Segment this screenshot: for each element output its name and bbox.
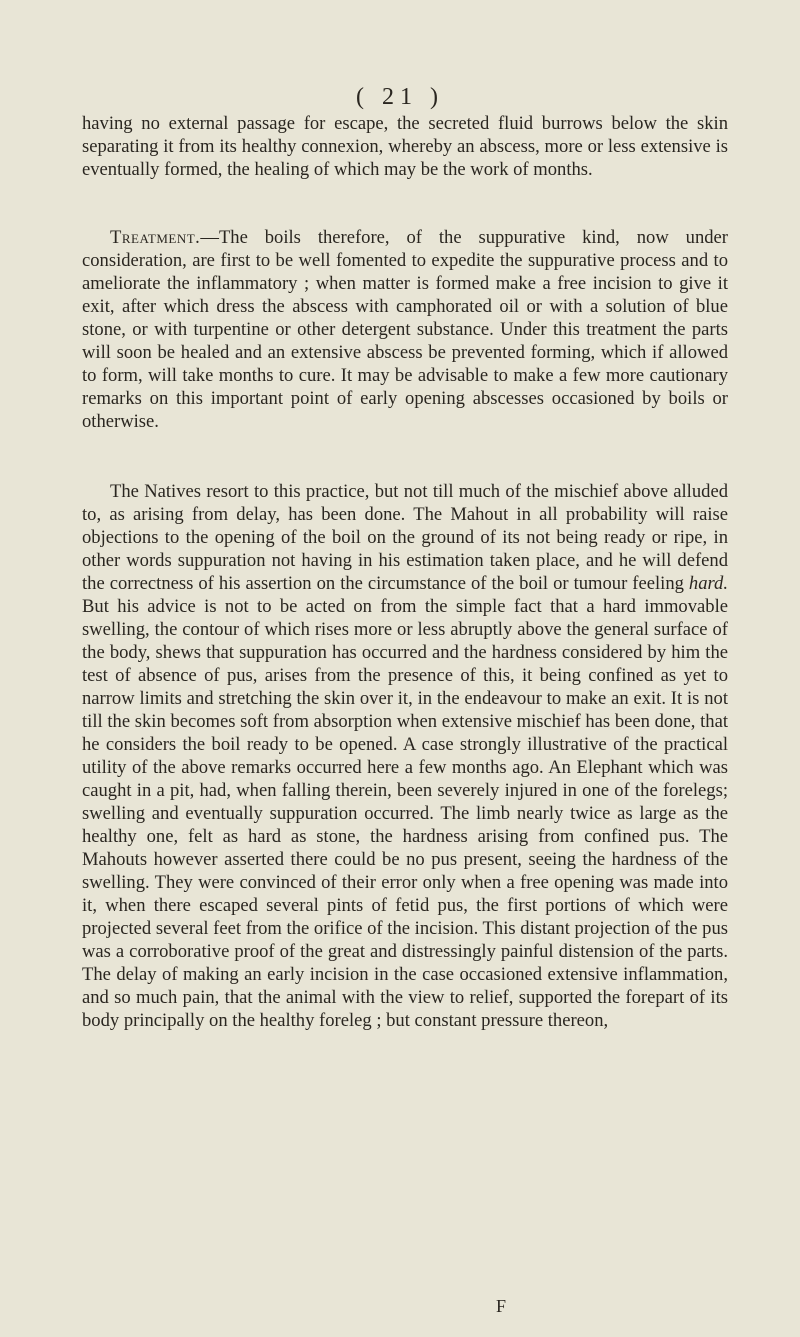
section-heading-treatment: Treatment.	[110, 227, 201, 248]
italic-emphasis: hard.	[688, 573, 728, 594]
paragraph-continuation	[82, 112, 728, 181]
paragraph-body-start: The Natives resort to this practice, but not till much of the mischief above alluded to, as arising from delay, has been done. The Mahout in all probability will raise objections to the opening of the boil on the ground of its not being ready or ripe, in other words suppuration not having in his estimation taken place, and he will defend the correctness of his assertion on the circumstance of the boil or tumour feeling	[82, 481, 728, 594]
paragraph-body-end: But his advice is not to be acted on from the simple fact that a hard immovable swelling, the contour of which rises more or less abruptly above the general surface of the body, shews that suppuration has occurred and the hardness considered by him the test of absence of pus, arises from the presence of this, it being confined as yet to narrow limits and stretching the skin over it, in the endeavour to make an exit. It is not till the skin becomes soft from absorption when extensive mischief has been done, that he considers the boil ready to be opened. A case strongly illustrative of the practical utility of the above remarks occurred here a few months ago. An Elephant which was caught in a pit, had, when falling therein, been severely injured in one of the forelegs; swelling and eventually suppuration occurred. The limb nearly twice as large as the healthy one, felt as hard as stone, the hardness arising from confined pus. The Mahouts however asserted there could be no pus present, seeing the hardness of the swelling. They were convinced of their error only when a free opening was made into it, when there escaped several pints of fetid pus, the first portions of which were projected several feet from the orifice of the incision. This distant projection of the pus was a corroborative proof of the great and distressingly painful distension of the parts. The delay of making an early incision in the case occasioned extensive inflammation, and so much pain, that the animal with the view to relief, supported the forepart of its body principally on the healthy foreleg ; but constant pressure thereon,	[82, 596, 728, 1031]
paragraph-treatment	[82, 226, 728, 433]
paragraph-body: —The boils therefore, of the suppurative kind, now under consideration, are first to be well fomented to expedite the suppurative process and to ameliorate the inflammatory ; when matter is formed make a free incision to give it exit, after which dress the abscess with camphorated oil or with a solution of blue stone, or with turpentine or other detergent substance. Under this treatment the parts will soon be healed and an extensive abscess be prevented forming, which if allowed to form, will take months to cure. It may be advisable to make a few more cautionary remarks on this important point of early opening abscesses occasioned by boils or otherwise.	[82, 227, 728, 432]
paragraph-natives	[82, 480, 728, 1032]
page-number: ( 21 )	[356, 84, 444, 110]
paragraph-text	[82, 226, 728, 433]
paragraph-text	[82, 480, 728, 1032]
paragraph-text: having no external passage for escape, the secreted fluid burrows below the skin separating it from its healthy connexion, whereby an abscess, more or less extensive is eventually formed, the healing of which may be the work of months.	[82, 113, 728, 180]
signature-mark: F	[496, 1296, 507, 1316]
